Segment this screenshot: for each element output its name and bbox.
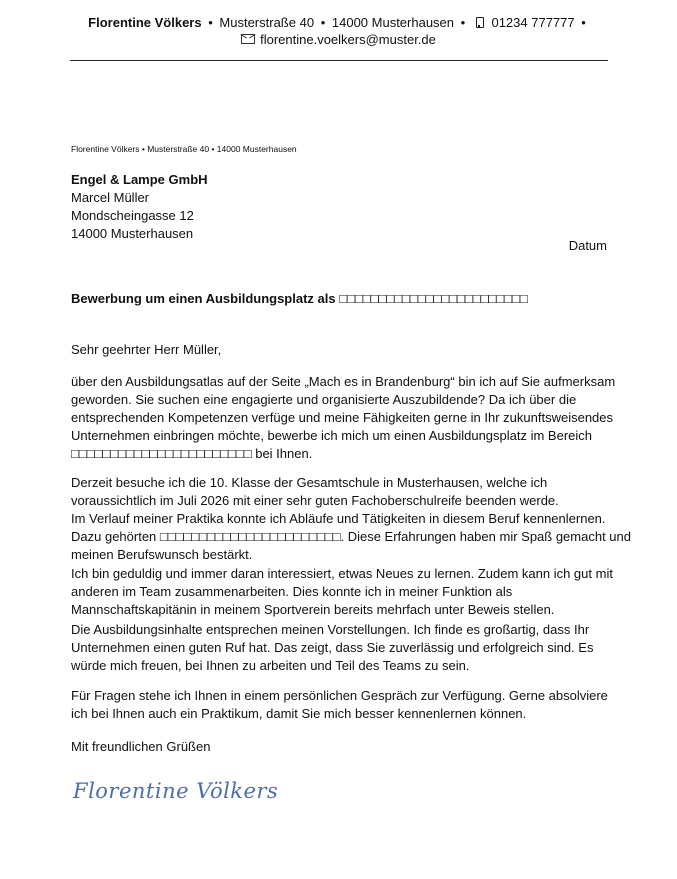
sender-return-address: Florentine Völkers • Musterstraße 40 • 14000 Musterhausen	[71, 144, 297, 154]
paragraph-line: anderen im Team zusammenarbeiten. Dies konnte ich in meiner Funktion als	[71, 584, 513, 599]
paragraph-line: Dazu gehörten □□□□□□□□□□□□□□□□□□□□□□□. Diese Erfahrungen haben mir Spaß gemacht und	[71, 529, 631, 544]
letterhead-phone: 01234 777777	[491, 15, 575, 30]
paragraph-line: Unternehmen einen guten Ruf hat. Das zeigt, dass Sie zuverlässig und erfolgreich sind. Es	[71, 640, 594, 655]
envelope-icon	[241, 34, 255, 44]
paragraph-motivation	[71, 621, 611, 675]
paragraph-intro	[71, 373, 616, 463]
paragraph-line: Für Fragen stehe ich Ihnen in einem persönlichen Gespräch zur Verfügung. Gerne absolviere	[71, 688, 608, 703]
subject-line	[71, 290, 528, 307]
recipient-street: Mondscheingasse 12	[71, 208, 194, 223]
handwritten-signature: Florentine Völkers	[73, 779, 279, 803]
subject-text: Bewerbung um einen Ausbildungsplatz als	[71, 291, 336, 306]
paragraph-line: voraussichtlich im Juli 2026 mit einer sehr guten Fachoberschulreife beenden werde.	[71, 493, 559, 508]
letterhead-name: Florentine Völkers	[88, 15, 202, 30]
paragraph-line: meinen Berufswunsch bestärkt.	[71, 547, 253, 562]
letterhead-email: florentine.voelkers@muster.de	[260, 32, 436, 47]
paragraph-closing	[71, 687, 611, 723]
letterhead-street: Musterstraße 40	[219, 15, 315, 30]
paragraph-line: entsprechenden Kompetenzen verfüge und meine Fähigkeiten gerne in Ihr zukunftsweisendes	[71, 410, 614, 425]
paragraph-line: über den Ausbildungsatlas auf der Seite „Mach es in Brandenburg“ bin ich auf Sie aufmerksam	[71, 374, 616, 389]
recipient-address	[71, 171, 208, 243]
letterhead-line-2	[0, 31, 677, 48]
paragraph-line: Mannschaftskapitänin in meinem Sportverein bereits mehrfach unter Beweis stellen.	[71, 602, 555, 617]
letterhead	[0, 14, 677, 48]
phone-icon	[476, 17, 484, 28]
closing-phrase: Mit freundlichen Grüßen	[71, 739, 211, 754]
paragraph-education	[71, 474, 631, 564]
subject-placeholder: □□□□□□□□□□□□□□□□□□□□□□□□	[339, 291, 528, 306]
paragraph-line: würde mich freuen, bei Ihnen zu arbeiten und Teil des Teams zu sein.	[71, 658, 470, 673]
paragraph-line: □□□□□□□□□□□□□□□□□□□□□□□ bei Ihnen.	[71, 446, 313, 461]
paragraph-line: Derzeit besuche ich die 10. Klasse der Gesamtschule in Musterhausen, welche ich	[71, 475, 548, 490]
paragraph-line: Im Verlauf meiner Praktika konnte ich Abläufe und Tätigkeiten in diesem Beruf kennenlernen.	[71, 511, 606, 526]
paragraph-strengths	[71, 565, 611, 619]
paragraph-line: Die Ausbildungsinhalte entsprechen meinen Vorstellungen. Ich finde es großartig, dass Ihr	[71, 622, 590, 637]
letterhead-line-1	[0, 14, 677, 31]
paragraph-line: Ich bin geduldig und immer daran interessiert, etwas Neues zu lernen. Zudem kann ich gut mit	[71, 566, 613, 581]
letter-date: Datum	[568, 238, 607, 253]
bullet-separator: •	[581, 15, 586, 30]
paragraph-line: geworden. Sie suchen eine engagierte und organisierte Auszubildende? Da ich über die	[71, 392, 577, 407]
paragraph-line: ich bei Ihnen auch ein Praktikum, damit Sie mich besser kennenlernen können.	[71, 706, 527, 721]
recipient-city: 14000 Musterhausen	[71, 226, 194, 241]
recipient-contact: Marcel Müller	[71, 190, 150, 205]
paragraph-line: Unternehmen einbringen möchte, bewerbe ich mich um einen Ausbildungsplatz im Bereich	[71, 428, 593, 443]
bullet-separator: •	[460, 15, 466, 30]
letterhead-city: 14000 Musterhausen	[331, 15, 455, 30]
bullet-separator: •	[208, 15, 213, 30]
salutation: Sehr geehrter Herr Müller,	[71, 342, 222, 357]
bullet-separator: •	[320, 15, 326, 30]
header-divider	[70, 60, 608, 61]
recipient-company: Engel & Lampe GmbH	[71, 172, 208, 187]
